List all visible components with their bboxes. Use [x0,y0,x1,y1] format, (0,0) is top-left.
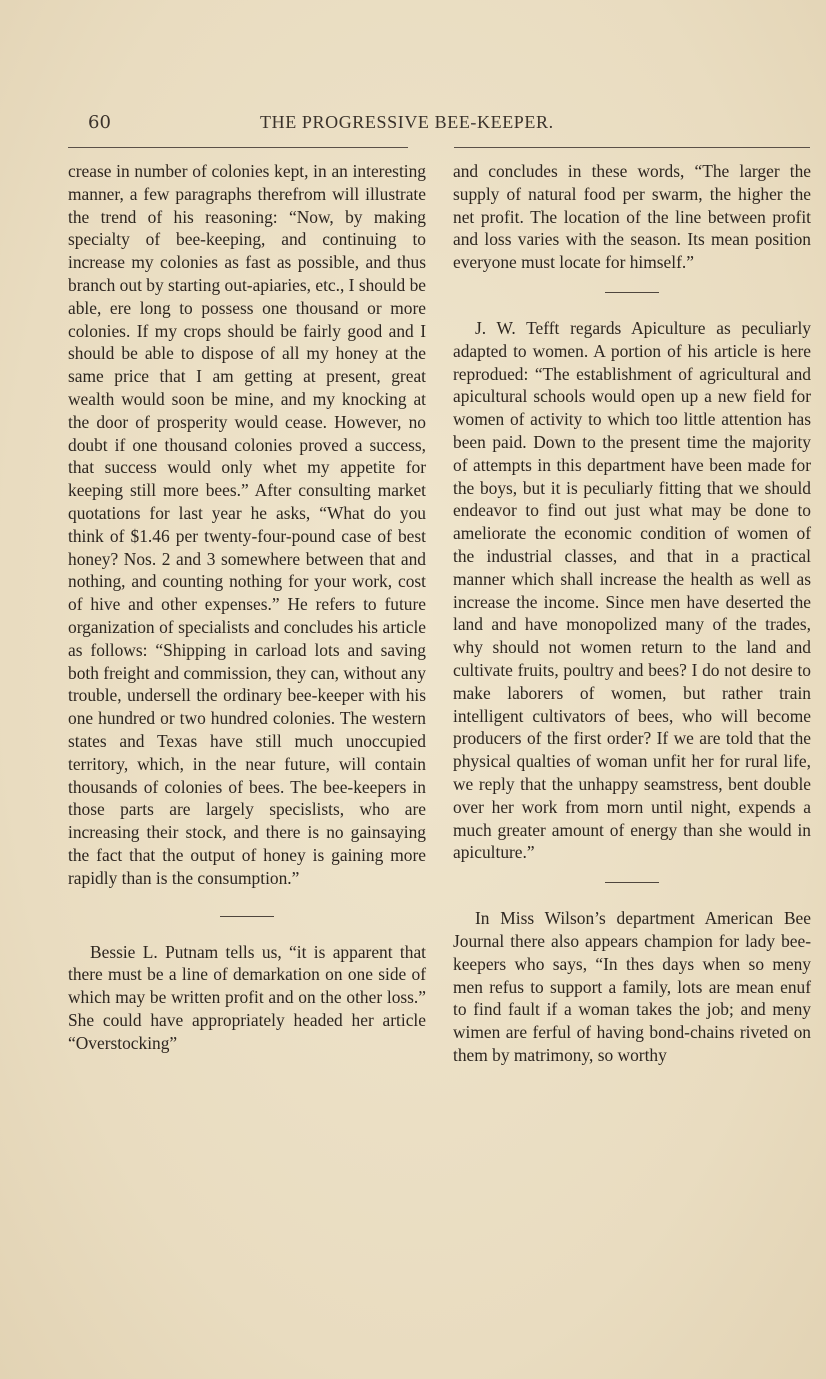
header-rule-left [68,147,408,148]
page-number: 60 [88,112,111,133]
right-paragraph-2: J. W. Tefft regards Apiculture as peculiarly adapted to women. A portion of his article is here reprodued: “The establishment of agricultural and apicultural schools would open up a new field for women of activity to which too little attention has been paid. Down to the present time the majority of attempts in this department have been made for the boys, but it is peculiarly fitting that we should endeavor to find out just what may be done to ameliorate the economic condition of women of the industrial classes, and that in a practical manner which shall increase the health as well as increase the income. Since men have deserted the land and have monopolized many of the trades, why should not women return to the land and cultivate fruits, poultry and bees? I do not desire to make laborers of women, but rather train intelligent cultivators of bees, who will become producers of the first order? If we are told that the physical qualties of woman unfit her for rural life, we reply that the unhappy seamstress, bent double over her work from morn until night, expends a much greater amount of energy than she would in apiculture.” [453,317,811,863]
right-paragraph-3: In Miss Wilson’s department American Bee Journal there also appears champion for lady bee-keepers who says, “In thes days when so meny men refus to support a family, lots are mean enuf to find fault if a woman takes the job; and meny wimen are ferful of having bond-chains riveted on them by matrimony, so worthy [453,908,811,1065]
page-header [60,112,800,138]
section-divider [220,916,274,917]
section-divider [605,292,659,293]
left-column [68,160,426,1054]
left-paragraph-2: Bessie L. Putnam tells us, “it is apparent that there must be a line of demarkation on one side of which may be written profit and on the other loss.” She could have appropriately headed her article “Overstocking” [68,941,426,1053]
right-paragraph-1: and concludes in these words, “The larger the supply of natural food per swarm, the higher the net profit. The location of the line between profit and loss varies with the season. Its mean position everyone must locate for himself.” [453,161,811,273]
section-divider [605,882,659,883]
left-paragraph-1: crease in number of colonies kept, in an interesting manner, a few paragraphs therefrom will illustrate the trend of his reasoning: “Now, by making specialty of bee-keeping, and continuing to increase my colonies as fast as possible, and thus branch out by starting out-apiaries, etc., I should be able, ere long to possess one thousand or more colonies. If my crops should be fairly good and I should be able to dispose of all my honey at the same price that I am getting at present, great wealth would soon be mine, and my knocking at the door of prosperity would cease. However, no doubt if one thousand colonies proved a success, that success would only whet my appetite for keeping still more bees.” After consulting market quotations for last year he asks, “What do you think of $1.46 per twenty-four-pound case of best honey? Nos. 2 and 3 somewhere between that and nothing, and counting nothing for your work, cost of hive and other expenses.” He refers to future organization of specialists and concludes his article as follows: “Shipping in carload lots and saving both freight and commission, they can, without any trouble, undersell the ordinary bee-keeper with his one hundred or two hundred colonies. The western states and Texas have still much unoccupied territory, which, in the near future, will contain thousands of colonies of bees. The bee-keepers in those parts are largely specislists, who are increasing their stock, and there is no gainsaying the fact that the output of honey is gaining more rapidly than is the consumption.” [68,161,426,888]
journal-title: THE PROGRESSIVE BEE-KEEPER. [260,112,554,132]
header-rule-right [454,147,810,148]
right-column [453,160,811,1067]
